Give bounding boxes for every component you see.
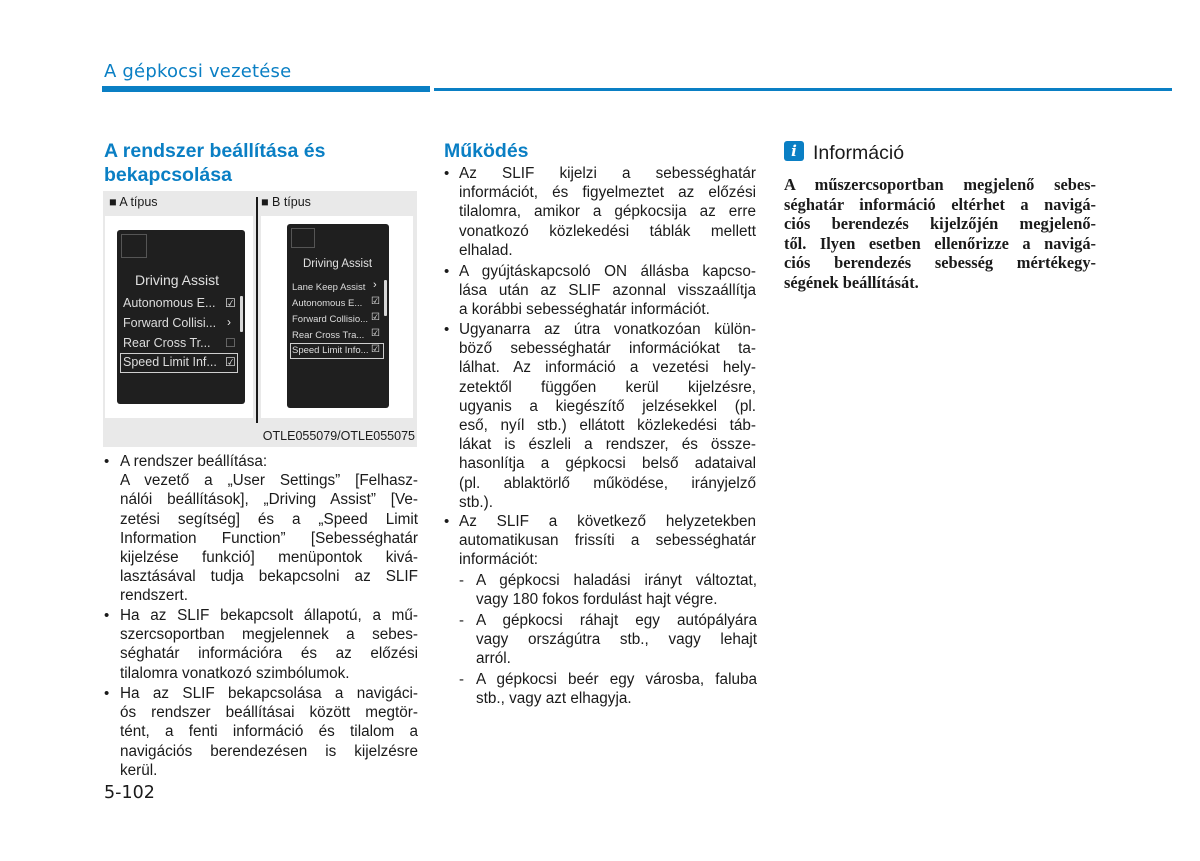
screen-b-icon-box	[291, 228, 315, 248]
dash: -	[459, 572, 464, 589]
bullet: •	[444, 321, 450, 338]
text-line: A gépkocsi haladási irányt változtat,	[476, 572, 757, 589]
heading-line: A rendszer beállítása és	[104, 140, 326, 162]
text-line: lása után az SLIF azonnal visszaállítja	[459, 282, 756, 300]
section-heading-setup	[104, 139, 424, 187]
text-line: Az SLIF kijelzi a sebességhatár	[459, 165, 756, 182]
screen-a-title: Driving Assist	[135, 272, 220, 288]
text-line: től. Ilyen esetben ellenőrizze a navigá-	[784, 233, 1096, 253]
header-rule-thin	[434, 88, 1172, 91]
check-icon: ☑	[371, 296, 380, 307]
figure-divider	[256, 197, 258, 423]
text-line: ugyanis a kiegészítő jelzésekkel (pl.	[459, 397, 756, 415]
screen-b-item: Speed Limit Info...	[292, 345, 369, 356]
screen-a-item: Speed Limit Inf...	[123, 355, 217, 369]
section-heading-operation: Működés	[444, 140, 529, 162]
chevron-right-icon: ›	[373, 279, 377, 291]
text-line: eső, nyíl stb.) ellátott közlekedési táb-	[459, 417, 756, 435]
text-line: zetektől függően kerül kijelzésre,	[459, 378, 756, 396]
screen-a-item: Forward Collisi...	[123, 316, 217, 330]
text-line: stb., vagy azt elhagyja.	[476, 690, 632, 708]
text-line: A gyújtáskapcsoló ON állásba kapcso-	[459, 263, 756, 280]
text-line: Ha az SLIF bekapcsolt állapotú, a mű-	[120, 607, 418, 624]
chevron-right-icon: ›	[227, 315, 231, 329]
text-line: (pl. ablaktörlő működése, irányjelző	[459, 474, 756, 492]
text-line: arról.	[476, 650, 511, 668]
bullet-body	[459, 512, 756, 570]
running-header: A gépkocsi vezetése	[104, 61, 292, 82]
text-line: vagy 180 fokos fordulást hajt végre.	[476, 591, 718, 609]
screen-b	[287, 224, 389, 408]
text-line: nálói beállítások], „Driving Assist” [Ve-	[120, 491, 418, 509]
text-line: szercsoportban megjelennek a sebes-	[120, 626, 418, 644]
text-line: séghatár információra és az előzési	[120, 645, 418, 663]
bullet-body	[459, 262, 756, 320]
bullet-body	[459, 164, 756, 260]
screen-a-scrollbar	[240, 296, 243, 332]
text-line: A vezető a „User Settings” [Felhasz-	[120, 472, 418, 490]
screen-b-item: Rear Cross Tra...	[292, 330, 365, 341]
text-line: A gépkocsi ráhajt egy autópályára	[476, 612, 757, 629]
screen-b-item: Autonomous E...	[292, 298, 363, 309]
check-icon: ☑	[225, 296, 236, 310]
text-line: lasztásával tudja bekapcsolni az SLIF	[120, 568, 418, 586]
text-line: Information Function” [Sebességhatár	[120, 529, 418, 547]
screen-a	[117, 230, 245, 404]
text-line: stb.).	[459, 493, 493, 511]
text-line: kerül.	[120, 761, 158, 779]
info-heading: Információ	[813, 142, 905, 164]
text-line: A gépkocsi beér egy városba, faluba	[476, 671, 757, 688]
text-line: Az SLIF a következő helyzetekben	[459, 513, 756, 530]
check-icon: ☑	[225, 355, 236, 369]
dash-body	[476, 571, 757, 609]
dash: -	[459, 671, 464, 688]
text-line: rendszert.	[120, 587, 189, 605]
bullet: •	[444, 165, 450, 182]
bullet-body	[120, 684, 418, 780]
text-line: információt, és figyelmeztet az előzési	[459, 184, 756, 202]
text-line: ciós berendezés sebesség mértékegy-	[784, 253, 1096, 273]
text-line: lákat is észleli a rendszer, és össze-	[459, 436, 756, 454]
text-line: Ugyanarra az útra vonatkozóan külön-	[459, 321, 756, 338]
screen-b-item: Forward Collisio...	[292, 314, 369, 325]
screen-b-title: Driving Assist	[303, 258, 373, 270]
check-icon: ☑	[371, 344, 380, 355]
text-line: ós rendszer beállításai között megtör-	[120, 704, 418, 722]
text-line: automatikusan frissíti a sebességhatár	[459, 532, 756, 550]
screen-a-item: Autonomous E...	[123, 296, 216, 310]
screen-b-frame	[261, 216, 413, 418]
text-line: navigációs berendezésen is kijelzésre	[120, 742, 418, 760]
screen-a-item: Rear Cross Tr...	[123, 336, 211, 350]
figure-label-type-b: ■ B típus	[261, 195, 311, 209]
screen-b-item: Lane Keep Assist	[292, 282, 366, 293]
checkbox-icon: ☐	[225, 336, 236, 350]
settings-figure	[103, 191, 417, 447]
figure-label-type-a: ■ A típus	[109, 195, 158, 209]
bullet-heading: A rendszer beállítása:	[120, 453, 268, 470]
dash-body	[476, 611, 757, 669]
screen-b-scrollbar	[384, 280, 387, 316]
text-line: zetési segítség] és a „Speed Limit	[120, 510, 418, 528]
text-line: tilalomra, amikor a gépkocsija az erre	[459, 203, 756, 221]
check-icon: ☑	[371, 328, 380, 339]
text-line: információt:	[459, 551, 539, 569]
text-line: böző sebességhatár információkat ta-	[459, 340, 756, 358]
bullet: •	[104, 607, 110, 624]
text-line: séghatár információ eltérhet a navigá-	[784, 194, 1096, 214]
text-line: a korábbi sebességhatár információt.	[459, 301, 710, 319]
dash: -	[459, 612, 464, 629]
text-line: ciós berendezés kijelzőjén megjelenő-	[784, 214, 1096, 234]
text-line: kijelzése funkció] menüpontok kivá-	[120, 549, 418, 566]
text-line: vagy országútra stb., vagy lehajt	[476, 631, 757, 649]
dash-body	[476, 670, 757, 708]
bullet: •	[444, 263, 450, 280]
screen-a-icon-box	[121, 234, 147, 258]
page-number: 5-102	[104, 783, 155, 803]
text-line: ségének beállítását.	[784, 272, 919, 292]
header-rule-thick	[102, 86, 430, 92]
text-line: lálhat. Az információ a vezetési hely-	[459, 359, 756, 377]
bullet: •	[104, 685, 110, 702]
text-line: hasonlítja a gépkocsi belső adataival	[459, 455, 756, 473]
bullet-body	[120, 606, 418, 683]
figure-code: OTLE055079/OTLE055075	[262, 429, 415, 443]
check-icon: ☑	[371, 312, 380, 323]
text-line: tilalomra vonatkozó szimbólumok.	[120, 664, 350, 682]
text-line: vonatkozó közlekedési táblák mellett	[459, 222, 756, 240]
heading-line: bekapcsolása	[104, 164, 232, 186]
bullet-body	[120, 471, 418, 605]
info-body	[784, 175, 1096, 293]
bullet: •	[104, 453, 110, 470]
bullet-body	[459, 320, 756, 512]
text-line: tént, a fenti információ és tilalom a	[120, 723, 418, 741]
text-line: Ha az SLIF bekapcsolása a navigáci-	[120, 685, 418, 702]
text-line: A műszercsoportban megjelenő sebes-	[784, 175, 1096, 194]
bullet: •	[444, 513, 450, 530]
screen-a-frame	[105, 216, 253, 418]
text-line: elhalad.	[459, 241, 513, 259]
info-icon: i	[784, 141, 804, 161]
